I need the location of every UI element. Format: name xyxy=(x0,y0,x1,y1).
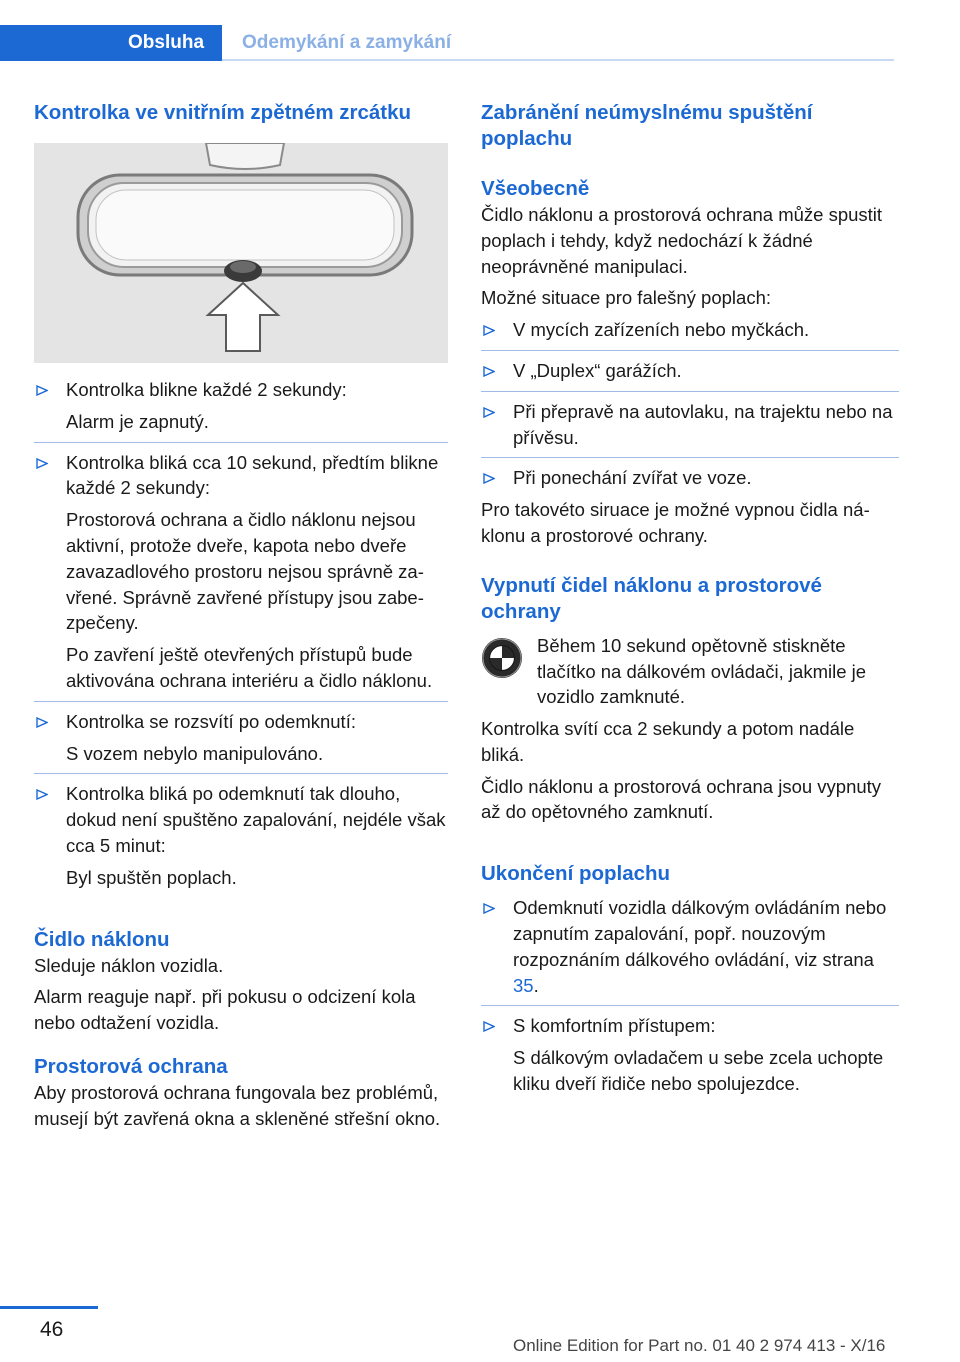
list-item: Kontrolka bliká cca 10 sekund, předtím blikne každé 2 sekundy: Prostorová ochrana a čidlo náklonu nejsou aktivní, protože dveře, kapota nebo dveře zavazadlového prostoru nejsou správně zavřené. Správně zavřené přístupy jsou zabezpečeny. Po zavření ještě otevřených přístupů bude aktivována ochrana interiéru a čidlo náklonu. xyxy=(34,450,448,694)
section-title-mirror: Kontrolka ve vnitřním zpětném zrcátku xyxy=(34,101,412,124)
list-item: Kontrolka bliká po odemknutí tak dlouho, dokud není spuštěno zapalování, nejdéle však cca 5 minut: Byl spuštěn poplach. xyxy=(34,781,448,890)
list-item: Při přepravě na autovlaku, na trajektu nebo na přívěsu. xyxy=(481,399,899,451)
indicator-list xyxy=(34,377,448,891)
list-divider xyxy=(34,773,448,774)
triangle-bullet-icon xyxy=(483,325,495,336)
list-item: Kontrolka blikne každé 2 sekundy: Alarm je zapnutý. xyxy=(34,377,448,435)
left-column xyxy=(34,100,448,1132)
list-divider xyxy=(34,442,448,443)
header-divider xyxy=(222,59,894,61)
list-item: S komfortním přístupem: S dálkovým ovladačem u sebe zcela uchopte kliku dveří řidiče nebo spolujezdce. xyxy=(481,1013,899,1096)
triangle-bullet-icon xyxy=(36,717,48,728)
general-paragraph-1: Čidlo náklonu a prostorová ochrana může spustit poplach i tehdy, když nedochází k žádné neoprávněné manipulaci. xyxy=(481,204,883,277)
page-link-35[interactable]: 35 xyxy=(513,974,534,996)
right-column xyxy=(481,100,899,1097)
list-divider xyxy=(34,701,448,702)
tab-obsluha[interactable] xyxy=(0,25,222,61)
tab-odemykani-label: Odemykání a zamykání xyxy=(242,32,452,53)
section-title-prevent: Zabránění neúmyslnému spuštění poplachu xyxy=(481,101,813,150)
list-item: Při ponechání zvířat ve voze. xyxy=(481,465,899,491)
triangle-bullet-icon xyxy=(483,1021,495,1032)
end-list xyxy=(481,895,899,1097)
page-header xyxy=(0,25,894,61)
triangle-bullet-icon xyxy=(483,407,495,418)
list-item: Odemknutí vozidla dálkovým ovládáním nebo zapnutím zapalování, popř. nouzovým rozpoznáním dálkového ovládání, viz strana 35. xyxy=(481,895,899,998)
edition-note: Online Edition for Part no. 01 40 2 974 413 - X/16 xyxy=(513,1336,886,1355)
off-paragraph-1: Během 10 sekund opětovně stiskněte tlačítko na dálkovém ovládači, jakmile je vozidlo zamknuté. xyxy=(537,634,867,708)
triangle-bullet-icon xyxy=(36,385,48,396)
section-title-end: Ukončení poplachu xyxy=(481,862,671,886)
triangle-bullet-icon xyxy=(483,903,495,914)
list-divider xyxy=(481,1005,899,1006)
triangle-bullet-icon xyxy=(483,366,495,377)
list-item: V mycích zařízeních nebo myčkách. xyxy=(481,317,899,343)
off-paragraph-2: Kontrolka svítí cca 2 sekundy a potom nadále bliká. xyxy=(481,717,855,765)
tilt-paragraph-2: Alarm reaguje např. při pokusu o odcizení kola nebo odtažení vozidla. xyxy=(34,986,416,1034)
list-item: V „Duplex“ garážích. xyxy=(481,358,899,384)
section-title-off: Vypnutí čidel náklonu a prostorové ochrany xyxy=(481,573,822,623)
triangle-bullet-icon xyxy=(36,789,48,800)
mirror-illustration xyxy=(34,143,448,363)
situations-list xyxy=(481,317,899,491)
tab-odemykani[interactable] xyxy=(222,25,894,61)
tab-obsluha-label: Obsluha xyxy=(128,32,205,53)
list-divider xyxy=(481,457,899,458)
off-instruction xyxy=(481,633,899,710)
section-title-tilt: Čidlo náklonu xyxy=(34,927,170,951)
page-number: 46 xyxy=(40,1318,64,1341)
triangle-bullet-icon xyxy=(36,458,48,469)
mirror-image xyxy=(34,143,448,363)
triangle-bullet-icon xyxy=(483,473,495,484)
list-item: Kontrolka se rozsvítí po odemknutí: S vozem nebylo manipulováno. xyxy=(34,709,448,767)
list-divider xyxy=(481,391,899,392)
bmw-logo-icon xyxy=(481,637,523,679)
list-divider xyxy=(481,350,899,351)
general-paragraph-2: Možné situace pro falešný poplach: xyxy=(481,287,772,309)
footer-accent-line xyxy=(0,1306,98,1309)
interior-paragraph: Aby prostorová ochrana fungovala bez problémů, musejí být zavřená okna a skleněné střešní okno. xyxy=(34,1081,441,1129)
tilt-paragraph-1: Sleduje náklon vozidla. xyxy=(34,954,224,976)
off-paragraph-3: Čidlo náklonu a prostorová ochrana jsou vypnuty až do opětovného zamknutí. xyxy=(481,775,882,823)
section-title-interior: Prostorová ochrana xyxy=(34,1054,228,1078)
section-title-general: Všeobecně xyxy=(481,177,590,200)
general-paragraph-3: Pro takovéto siruace je možné vypnou čidla náklonu a prostorové ochrany. xyxy=(481,499,870,546)
